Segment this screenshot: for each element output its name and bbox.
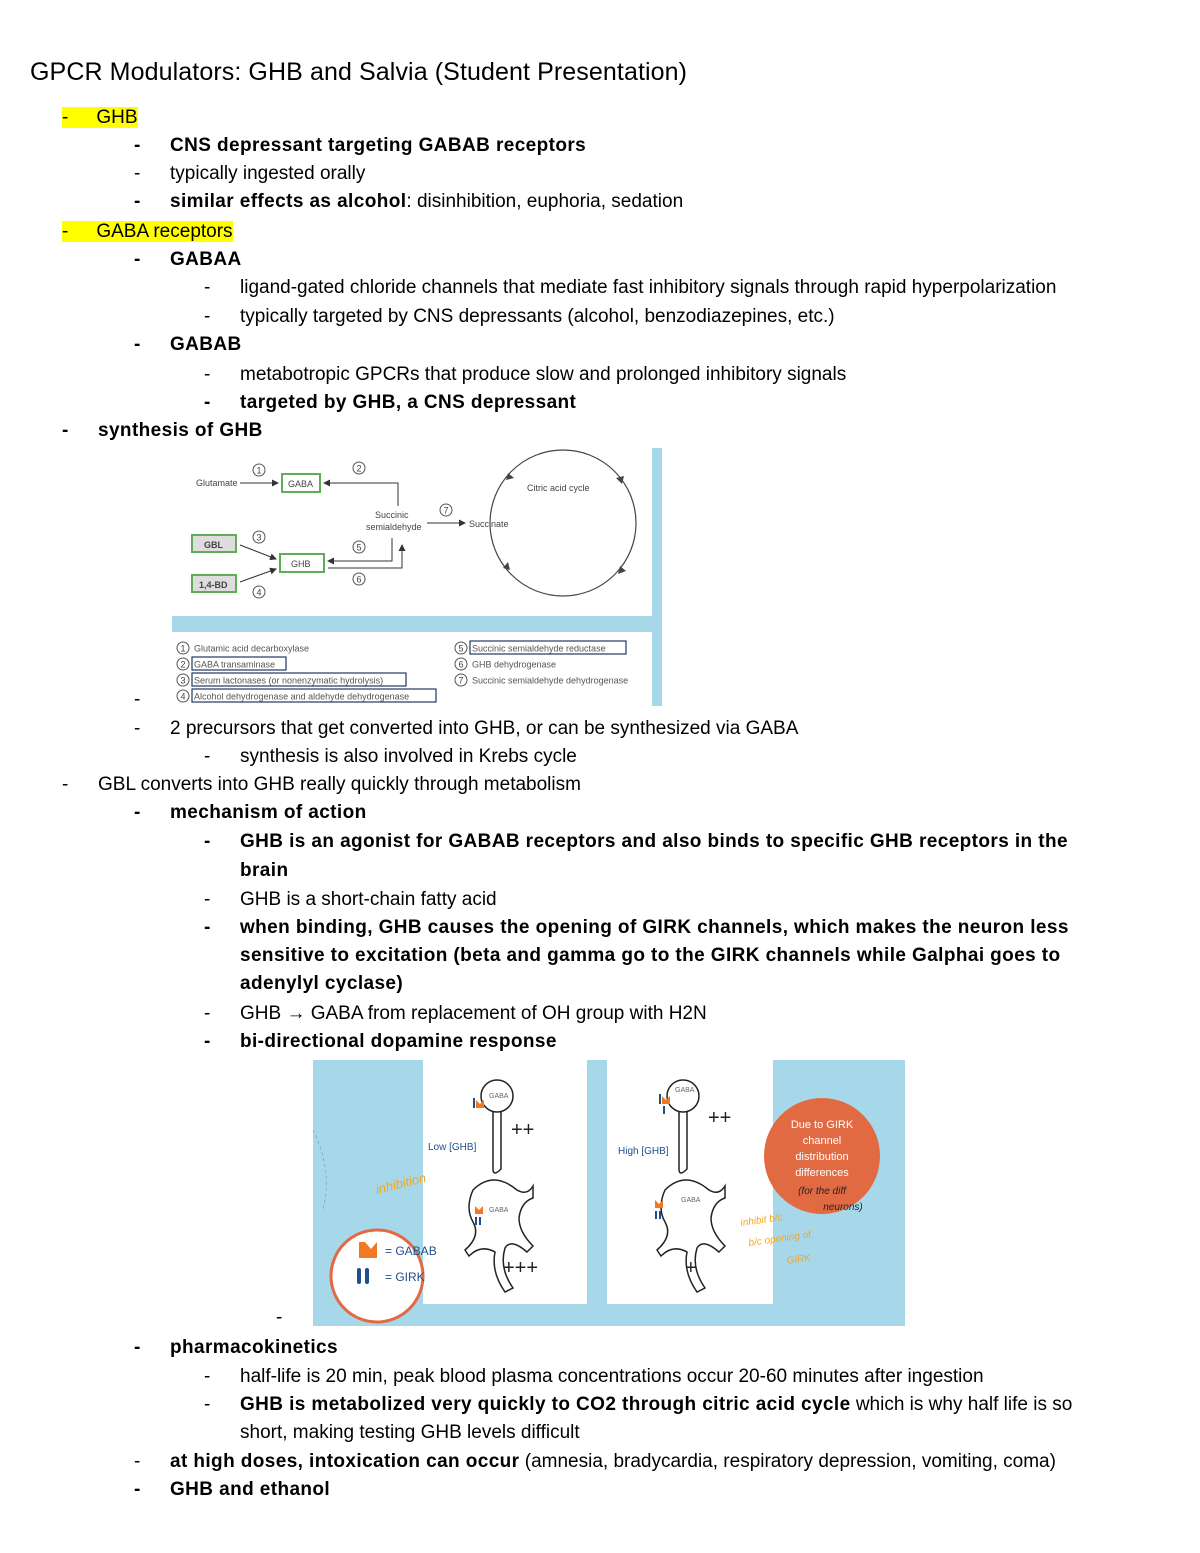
item-text: half-life is 20 min, peak blood plasma concentrations occur 20-60 minutes after ingestion xyxy=(240,1366,984,1387)
semialdehyde-label: semialdehyde xyxy=(366,522,422,532)
ghb-synthesis-diagram xyxy=(170,448,665,706)
item-text: bi-directional dopamine response xyxy=(240,1031,557,1052)
dash-marker: - xyxy=(204,364,211,385)
list-item xyxy=(134,1450,1056,1474)
item-text: CNS depressant targeting GABAB receptors xyxy=(170,135,587,156)
girk-channel-icon xyxy=(357,1268,361,1284)
dash-marker: - xyxy=(134,689,141,710)
list-item xyxy=(204,916,1069,940)
item-text: GHB → GABA from replacement of OH group with H2N xyxy=(240,1003,707,1024)
list-item xyxy=(134,688,140,712)
blue-margin-bar xyxy=(652,448,662,706)
citric-acid-cycle-label: Citric acid cycle xyxy=(527,483,590,493)
gaba-label: GABA xyxy=(675,1087,695,1094)
list-item xyxy=(134,717,799,741)
dash-marker: - xyxy=(134,163,141,184)
legend-gabab-text: = GABAB xyxy=(385,1244,437,1258)
item-text: synthesis is also involved in Krebs cycle xyxy=(240,746,577,767)
heading-ghb: GHB xyxy=(68,107,137,128)
dash-marker: - xyxy=(62,221,69,242)
step-number: 7 xyxy=(458,675,464,686)
dash-marker: - xyxy=(134,334,141,355)
item-text: mechanism of action xyxy=(170,802,367,823)
citric-acid-cycle-ring xyxy=(490,450,636,596)
cycle-arrowhead xyxy=(616,476,624,484)
dash-marker: - xyxy=(134,135,141,156)
step-number: 6 xyxy=(458,659,464,670)
list-item xyxy=(204,888,497,912)
dash-marker: - xyxy=(204,917,211,938)
list-item xyxy=(134,134,587,158)
low-ghb-label: Low [GHB] xyxy=(428,1142,477,1153)
circle-text: differences xyxy=(795,1167,849,1179)
step-number: 1 xyxy=(180,643,186,654)
step-number: 2 xyxy=(180,659,186,670)
dash-marker: - xyxy=(204,889,211,910)
handwritten-note: neurons) xyxy=(823,1202,863,1213)
gbl-label: GBL xyxy=(204,540,223,550)
dash-marker: - xyxy=(204,306,211,327)
succinic-label: Succinic xyxy=(375,510,409,520)
heading-gaba-receptors: GABA receptors xyxy=(68,221,232,242)
handwritten-note: b/c opening of xyxy=(747,1229,812,1249)
legend-text: GABA transaminase xyxy=(194,659,276,670)
dash-marker: - xyxy=(204,831,211,852)
list-item xyxy=(204,1030,557,1054)
list-item xyxy=(204,276,1057,300)
gaba-label: GABA xyxy=(489,1207,509,1214)
item-text-continued: brain xyxy=(240,860,289,881)
blue-divider-bar xyxy=(172,616,662,632)
item-text: which is why half life is so xyxy=(850,1394,1073,1415)
dash-marker: - xyxy=(204,277,211,298)
step-number: 2 xyxy=(356,463,362,474)
item-text: targeted by GHB, a CNS depressant xyxy=(240,392,577,413)
dopamine-response-figure xyxy=(313,1060,905,1326)
list-item xyxy=(204,1365,984,1389)
item-text: metabotropic GPCRs that produce slow and prolonged inhibitory signals xyxy=(240,364,847,385)
plus-marks: + xyxy=(685,1257,697,1279)
ghb-label: GHB xyxy=(291,559,311,569)
dash-marker: - xyxy=(134,802,141,823)
plus-marks: ++ xyxy=(511,1119,535,1141)
item-text: GHB is a short-chain fatty acid xyxy=(240,889,497,910)
item-text-continued: sensitive to excitation (beta and gamma go to the GIRK channels while Galphai goes to xyxy=(240,945,1061,966)
enzyme-legend xyxy=(177,641,628,702)
step-number: 6 xyxy=(356,574,362,585)
item-text: typically targeted by CNS depressants (alcohol, benzodiazepines, etc.) xyxy=(240,306,835,327)
list-item xyxy=(204,363,847,387)
dash-marker: - xyxy=(276,1307,283,1328)
legend-text: Succinic semialdehyde dehydrogenase xyxy=(472,675,629,686)
handwritten-inhibition: inhibition xyxy=(374,1169,428,1197)
list-item xyxy=(134,801,367,825)
arrow xyxy=(240,545,276,559)
glutamate-label: Glutamate xyxy=(196,478,238,488)
plus-marks: +++ xyxy=(503,1257,539,1279)
legend-girk-text: = GIRK xyxy=(385,1270,425,1284)
dash-marker: - xyxy=(204,1031,211,1052)
item-text-continued: short, making testing GHB levels difficult xyxy=(240,1422,580,1443)
handwritten-note: inhibit b/c xyxy=(739,1212,784,1229)
step-number: 4 xyxy=(180,691,186,702)
item-text-bold: similar effects as alcohol xyxy=(170,191,407,212)
dash-marker: - xyxy=(134,1337,141,1358)
gaba-label: GABA xyxy=(489,1093,509,1100)
dash-marker: - xyxy=(62,107,69,128)
cycle-arrowhead xyxy=(506,473,514,480)
dash-marker: - xyxy=(134,191,141,212)
dash-marker: - xyxy=(204,746,211,767)
item-text: typically ingested orally xyxy=(170,163,366,184)
dash-marker: - xyxy=(204,392,211,413)
dash-marker: - xyxy=(134,249,141,270)
plus-marks: ++ xyxy=(708,1107,732,1129)
dash-marker: - xyxy=(204,1003,211,1024)
item-text-continued: adenylyl cyclase) xyxy=(240,973,404,994)
gaba-label: GABA xyxy=(681,1197,701,1204)
circle-text: distribution xyxy=(795,1151,849,1163)
item-text: GHB and ethanol xyxy=(170,1479,331,1500)
legend-text: GHB dehydrogenase xyxy=(472,659,557,670)
item-text: pharmacokinetics xyxy=(170,1337,338,1358)
step-number: 1 xyxy=(256,465,262,476)
list-item xyxy=(134,1478,331,1502)
list-item xyxy=(276,1306,282,1330)
list-item-ghb xyxy=(62,106,138,130)
item-text: synthesis of GHB xyxy=(98,420,263,441)
list-item xyxy=(204,745,577,769)
step-number: 4 xyxy=(256,587,262,598)
page-title: GPCR Modulators: GHB and Salvia (Student Presentation) xyxy=(30,58,688,86)
list-item xyxy=(134,248,242,272)
item-text: 2 precursors that get converted into GHB, or can be synthesized via GABA xyxy=(170,718,799,739)
step-number: 3 xyxy=(180,675,186,686)
circle-text: channel xyxy=(802,1135,842,1147)
dash-marker: - xyxy=(204,1366,211,1387)
dash-marker: - xyxy=(134,1451,141,1472)
legend-text: Succinic semialdehyde reductase xyxy=(472,643,606,654)
item-text-bold: GHB is metabolized very quickly to CO2 through citric acid cycle xyxy=(240,1394,851,1415)
dash-marker: - xyxy=(134,718,141,739)
item-text: ligand-gated chloride channels that mediate fast inhibitory signals through rapid hyperpolarization xyxy=(240,277,1057,298)
item-text: GABAA xyxy=(170,249,242,270)
list-item xyxy=(62,419,263,443)
list-item xyxy=(134,190,684,214)
dash-marker: - xyxy=(134,1479,141,1500)
dash-marker: - xyxy=(204,1394,211,1415)
list-item-gaba-receptors xyxy=(62,220,233,244)
item-text: GBL converts into GHB really quickly through metabolism xyxy=(98,774,581,795)
list-item xyxy=(204,1393,1073,1417)
step-number: 5 xyxy=(458,643,464,654)
item-text: : disinhibition, euphoria, sedation xyxy=(406,191,684,212)
arrow xyxy=(324,483,398,506)
girk-channel-icon xyxy=(365,1268,369,1284)
item-text: (amnesia, bradycardia, respiratory depression, vomiting, coma) xyxy=(519,1451,1056,1472)
arrow xyxy=(240,569,276,582)
bd-label: 1,4-BD xyxy=(199,580,228,590)
list-item xyxy=(204,1002,707,1026)
list-item xyxy=(134,162,366,186)
list-item xyxy=(204,391,577,415)
succinate-label: Succinate xyxy=(469,519,509,529)
handwritten-note: GIRK xyxy=(785,1252,812,1267)
legend-text: Glutamic acid decarboxylase xyxy=(194,643,310,654)
dash-marker: - xyxy=(62,774,69,795)
item-text: GABAB xyxy=(170,334,242,355)
cycle-arrowhead xyxy=(618,566,626,574)
step-number: 7 xyxy=(443,505,449,516)
list-item xyxy=(134,1336,338,1360)
list-item xyxy=(204,305,835,329)
gaba-label: GABA xyxy=(288,479,314,489)
legend-text: Serum lactonases (or nonenzymatic hydrolysis) xyxy=(194,675,384,686)
list-item xyxy=(62,773,581,797)
item-text: GHB is an agonist for GABAB receptors and also binds to specific GHB receptors in the xyxy=(240,831,1068,852)
list-item xyxy=(204,830,1068,854)
step-number: 3 xyxy=(256,532,262,543)
high-ghb-label: High [GHB] xyxy=(618,1146,669,1157)
circle-text: Due to GIRK xyxy=(790,1119,854,1131)
step-number: 5 xyxy=(356,542,362,553)
item-text: when binding, GHB causes the opening of GIRK channels, which makes the neuron less xyxy=(240,917,1069,938)
item-text-bold: at high doses, intoxication can occur xyxy=(170,1451,520,1472)
handwritten-note: (for the diff xyxy=(798,1186,846,1197)
dash-marker: - xyxy=(62,420,69,441)
list-item xyxy=(134,333,242,357)
legend-text: Alcohol dehydrogenase and aldehyde dehydrogenase xyxy=(194,691,410,702)
